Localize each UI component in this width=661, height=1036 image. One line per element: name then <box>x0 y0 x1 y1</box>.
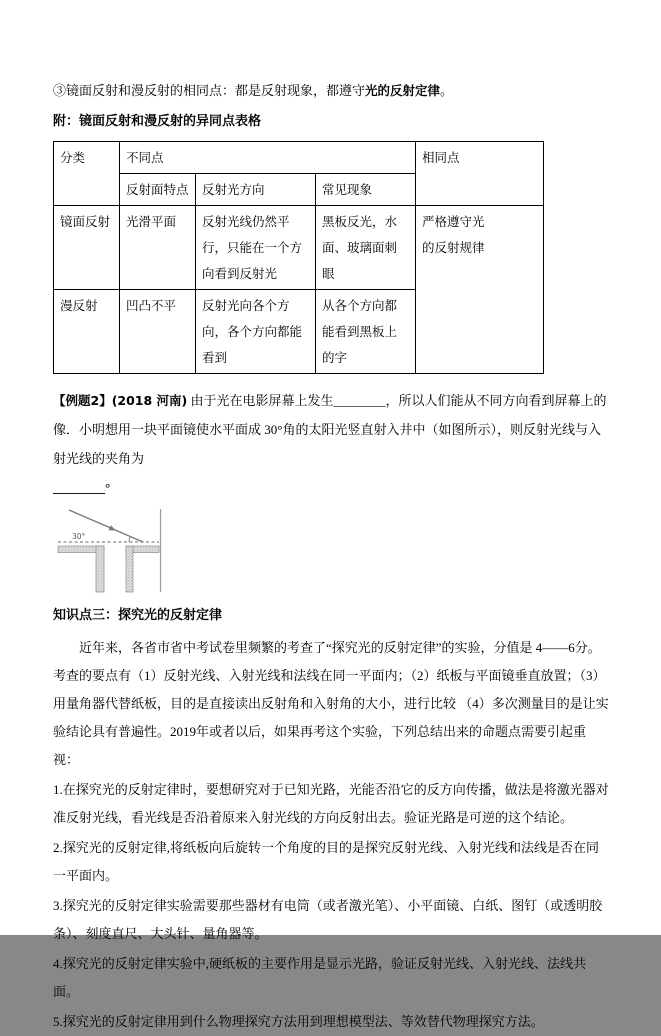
ray-arrowhead-icon <box>109 525 117 530</box>
note-point-2: 2.探究光的反射定律,将纸板向后旋转一个角度的目的是探究反射光线、入射光线和法线是否在同一平面内。 <box>53 840 600 883</box>
cell-direction: 反射光向各个方向，各个方向都能看到 <box>196 290 316 374</box>
cell-category: 镜面反射 <box>54 206 120 290</box>
cell-category: 漫反射 <box>54 290 120 374</box>
left-well-wall <box>96 546 104 592</box>
table-caption: 附：镜面反射和漫反射的异同点表格 <box>53 114 262 129</box>
subheader-phenomena: 常见现象 <box>316 174 416 206</box>
intro-line <box>53 78 611 104</box>
intro-bold-text: 光的反射定律 <box>365 83 441 98</box>
header-similarities: 相同点 <box>416 142 544 206</box>
angle-arc <box>129 536 130 542</box>
note-point-1: 1.在探究光的反射定律时，要想研究对于已知光路，光能否沿它的反方向传播，做法是将激光器对准反射光线，看光线是否沿着原来入射光线的方向反射出去。验证光路是可逆的这个结论。 <box>53 782 609 825</box>
right-well-wall <box>126 546 133 592</box>
note-point-5: 5.探究光的反射定律用到什么物理探究方法用到理想模型法、等效替代物理探究方法。 <box>53 1014 544 1029</box>
section-title: 知识点三：探究光的反射定律 <box>53 608 223 623</box>
fill-in-blank-2: ________ <box>53 480 105 495</box>
table-row <box>54 206 544 290</box>
note-point-4: 4.探究光的反射定律实验中,硬纸板的主要作用是显示光路，验证反射光线、入射光线、法线共面。 <box>53 956 587 999</box>
degree-symbol: ° <box>105 480 111 495</box>
lead-paragraph: 近年来，各省市省中考试卷里频繁的考查了“探究光的反射定律”的实验，分值是 4——6分。考查的要点有（1）反射光线、入射光线和法线在同一平面内；（2）纸板与平面镜垂直放置；（3）用量角器代替纸板，目的是直接读出反射角和入射角的大小，进行比较 （4）多次测量目的是让实验结论具有普遍性。2019年或者以后，如果再考这个实验，下列总结出来的命题点需要引起重视： <box>53 640 609 767</box>
well-diagram <box>56 505 164 595</box>
example-paragraph <box>53 386 611 473</box>
cell-direction: 反射光线仍然平行，只能在一个方向看到反射光 <box>196 206 316 290</box>
table-header-row <box>54 142 544 174</box>
cell-phenomena: 黑板反光，水面、玻璃面刺眼 <box>316 206 416 290</box>
cell-surface: 凹凸不平 <box>120 290 196 374</box>
angle-label: 30° <box>72 532 86 541</box>
example-label: 【例题2】(2018 河南) <box>53 393 188 408</box>
cell-similarity: 严格遵守光的反射规律 <box>416 206 544 374</box>
fill-in-blank-1: ________ <box>333 393 386 408</box>
note-point-3: 3.探究光的反射定律实验需要那些器材有电筒（或者激光笔）、小平面镜、白纸、图钉（或透明胶条）、刻度直尺、大头针、量角器等。 <box>53 898 603 941</box>
comparison-table <box>53 141 544 374</box>
cell-surface: 光滑平面 <box>120 206 196 290</box>
header-category: 分类 <box>54 142 120 206</box>
well-diagram-figure <box>56 505 611 595</box>
subheader-surface: 反射面特点 <box>120 174 196 206</box>
example-text-1: 由于光在电影屏幕上发生 <box>187 393 334 408</box>
blank-degree-line <box>53 475 611 501</box>
example-text-2: ，所以人们能从不同方向看到屏幕上的像．小明想用一块平面镜使水平面成 30°角的太阳光竖直射入井中（如图所示），则反射光线与入射光线的夹角为 <box>53 393 607 466</box>
cell-phenomena: 从各个方向都能看到黑板上的字 <box>316 290 416 374</box>
header-differences: 不同点 <box>120 142 416 174</box>
intro-suffix: 。 <box>440 83 454 98</box>
subheader-direction: 反射光方向 <box>196 174 316 206</box>
intro-text: ③镜面反射和漫反射的相同点：都是反射现象，都遵守 <box>53 83 366 98</box>
